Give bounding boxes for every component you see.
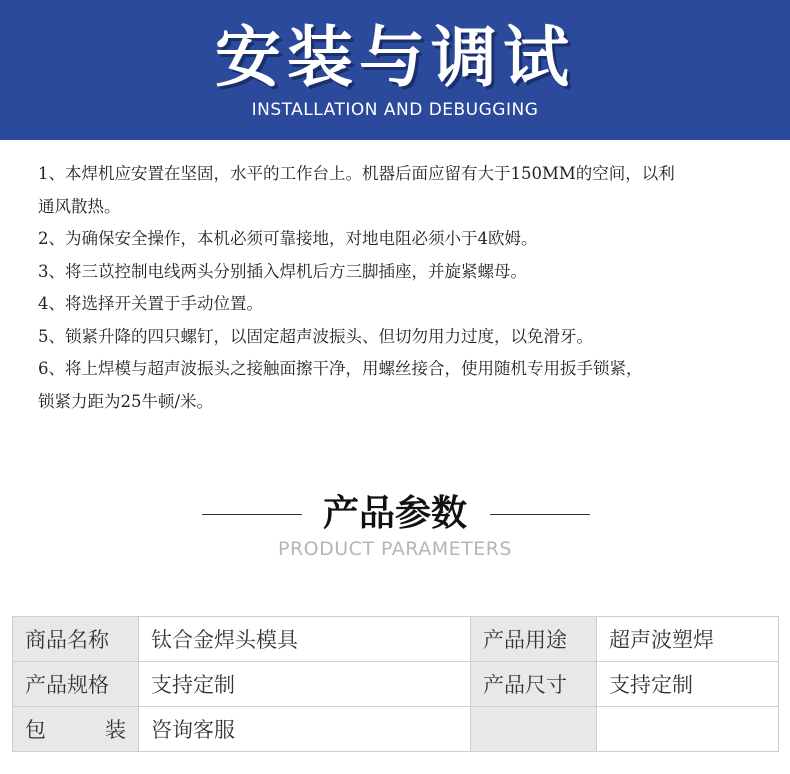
step-line: 1、本焊机应安置在坚固，水平的工作台上。机器后面应留有大于150MM的空间，以利 [38,164,675,183]
step-line: 3、将三苡控制电线两头分别插入焊机后方三脚插座，并旋紧螺母。 [38,261,527,281]
step-line: 6、将上焊模与超声波振头之接触面擦干净，用螺丝接合，使用随机专用扳手锁紧， [38,359,643,378]
header-banner [0,0,790,140]
param-key-part: 包 [25,718,46,742]
step-line: 4、将选择开关置于手动位置。 [38,294,263,313]
step-line: 通风散热。 [38,196,121,216]
params-heading [0,490,790,570]
step-line: 5、锁紧升降的四只螺钉，以固定超声波振头、但切勿用力过度，以免滑牙。 [38,326,593,346]
params-subtitle: PRODUCT PARAMETERS [277,538,512,560]
param-value: 支持定制 [139,662,471,707]
params-title: 产品参数 [322,493,467,534]
param-value: 钛合金焊头模具 [139,617,471,662]
param-value [597,707,779,752]
param-key [13,707,139,752]
step-line: 2、为确保安全操作，本机必须可靠接地，对地电阻必须小于4欧姆。 [38,229,538,248]
table-row [13,617,779,662]
banner-title: 安装与调试 [215,19,575,96]
param-key [471,707,597,752]
param-key: 产品用途 [471,617,597,662]
installation-steps [38,158,778,418]
param-value: 支持定制 [597,662,779,707]
params-table [12,616,779,752]
table-row [13,707,779,752]
param-key: 产品尺寸 [471,662,597,707]
table-row [13,662,779,707]
param-key: 产品规格 [13,662,139,707]
param-key: 商品名称 [13,617,139,662]
step-line: 锁紧力距为25牛顿/米。 [38,391,214,411]
param-value: 咨询客服 [139,707,471,752]
param-key-part: 装 [105,718,126,742]
param-value: 超声波塑焊 [597,617,779,662]
banner-subtitle: INSTALLATION AND DEBUGGING [251,100,539,120]
